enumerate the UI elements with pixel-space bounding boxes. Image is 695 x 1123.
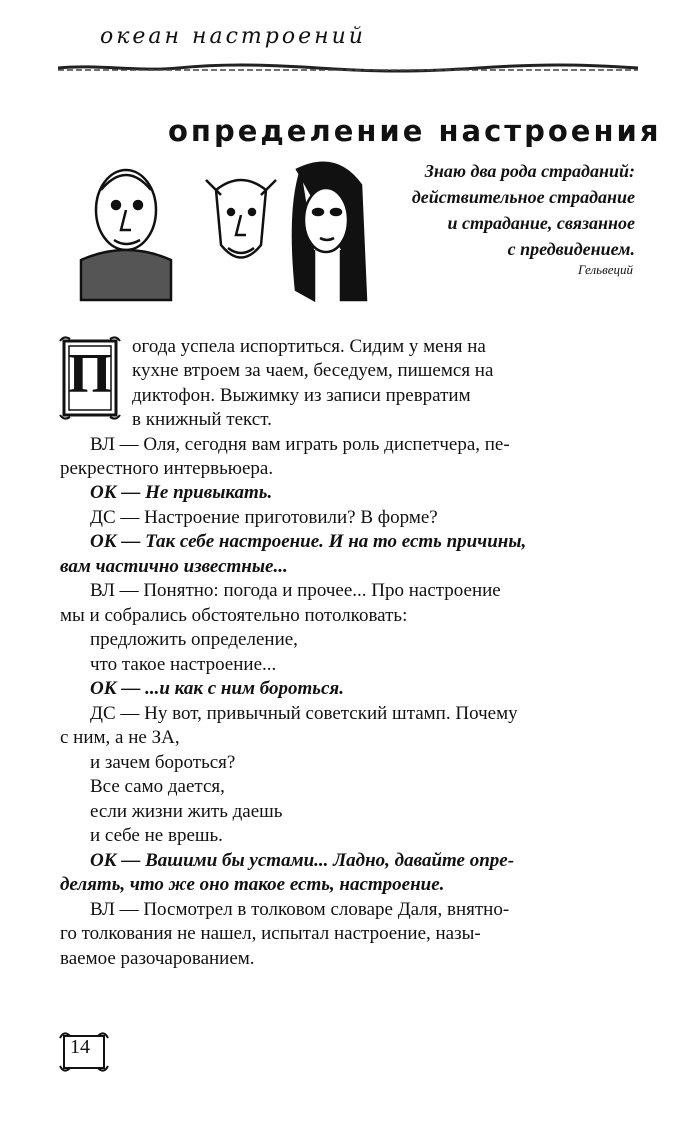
text-line: го толкования не нашел, испытал настроение, назы- [60, 923, 481, 944]
header-decorative-rule [58, 62, 638, 74]
text-line: и зачем бороться? [90, 752, 236, 773]
epigraph [345, 158, 635, 262]
text-line: ДС — Настроение приготовили? В форме? [90, 507, 438, 528]
epigraph-line: и страдание, связанное [447, 213, 635, 233]
text-line: мы и собрались обстоятельно потолковать: [60, 605, 408, 626]
epigraph-line: действительное страдание [411, 187, 635, 207]
text-line: ВЛ — Понятно: погода и прочее... Про настроение [90, 580, 501, 601]
text-line: ВЛ — Посмотрел в толковом словаре Даля, внятно- [90, 899, 510, 920]
text-line: ОК — ...и как с ним бороться. [90, 678, 344, 699]
text-line: ОК — Так себе настроение. И на то есть причины, [90, 531, 527, 552]
text-line: ВЛ — Оля, сегодня вам играть роль диспетчера, пе- [90, 434, 510, 455]
text-line: предложить определение, [90, 629, 298, 650]
text-line: кухне втроем за чаем, беседуем, пишемся на [132, 360, 494, 381]
section-title: определение настроения [168, 114, 662, 148]
text-line: и себе не врешь. [90, 825, 223, 846]
text-line: огода успела испортиться. Сидим у меня на [132, 336, 486, 357]
caricature-illustration [56, 150, 376, 310]
text-line: с ним, а не ЗА, [60, 727, 180, 748]
text-line: если жизни жить даешь [90, 801, 283, 822]
text-line: ОК — Вашими бы устами... Ладно, давайте опре- [90, 850, 515, 871]
text-line: ДС — Ну вот, привычный советский штамп. Почему [90, 703, 518, 724]
page-number: 14 [70, 1036, 90, 1058]
epigraph-line: Знаю два рода страданий: [424, 161, 635, 181]
text-line: вам частично известные... [60, 556, 288, 577]
running-title: океан настроений [100, 24, 366, 49]
dropcap-letter: П [68, 343, 112, 405]
text-line: делять, что же оно такое есть, настроение. [60, 874, 445, 895]
text-line: Все само дается, [90, 776, 225, 797]
text-line: диктофон. Выжимку из записи превратим [132, 385, 471, 406]
text-line: что такое настроение... [90, 654, 277, 675]
text-line: ОК — Не привыкать. [90, 482, 273, 503]
text-line: в книжный текст. [132, 409, 272, 430]
epigraph-line: с предвидением. [507, 239, 635, 259]
text-line: рекрестного интервьюера. [60, 458, 274, 479]
text-line: ваемое разочарованием. [60, 948, 255, 969]
epigraph-author: Гельвеций [578, 262, 633, 277]
